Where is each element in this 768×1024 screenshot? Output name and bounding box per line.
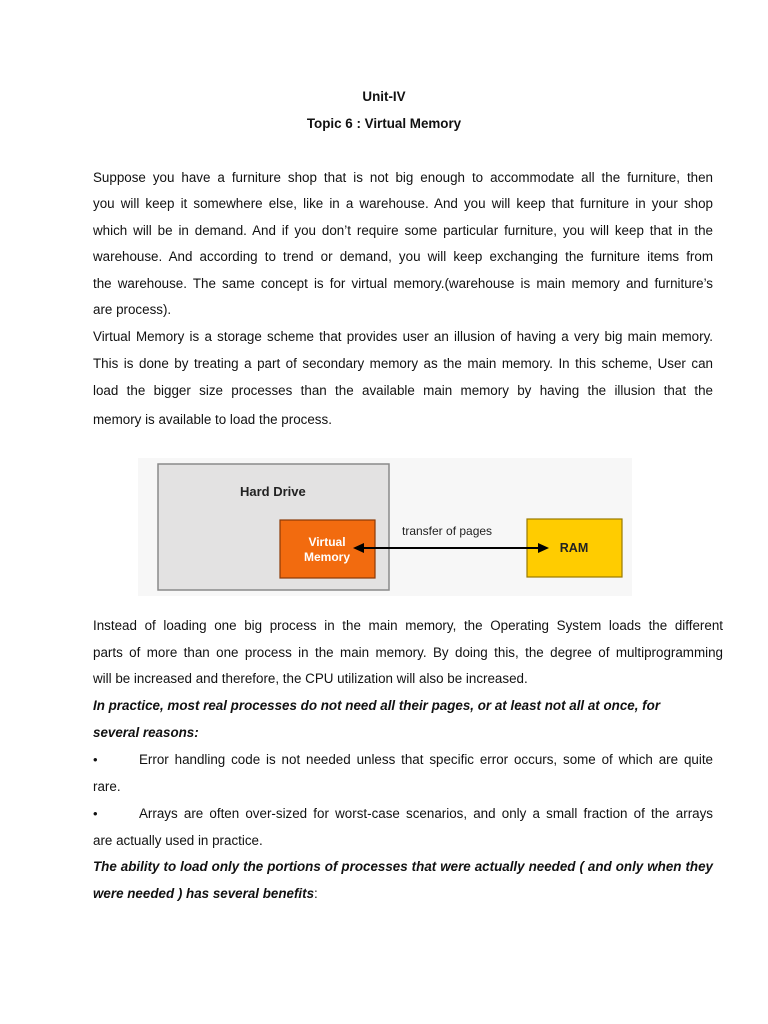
virtual-memory-label-line2: Memory bbox=[303, 550, 351, 564]
definition-line: This is done by treating a part of secondary memory as the main memory. In this scheme, User can bbox=[93, 356, 713, 371]
ability-suffix: : bbox=[314, 886, 318, 901]
topic-heading: Topic 6 : Virtual Memory bbox=[306, 116, 462, 131]
transfer-label: transfer of pages bbox=[402, 524, 493, 538]
bullet-text: Arrays are often over-sized for worst-case scenarios, and only a small fraction of the arrays bbox=[139, 806, 713, 821]
ability-line: were needed ) has several benefits bbox=[93, 886, 315, 901]
intro-line: you will keep it somewhere else, like in a warehouse. And you will keep that furniture in your shop bbox=[93, 196, 713, 211]
instead-line: will be increased and therefore, the CPU utilization will also be increased. bbox=[93, 671, 528, 686]
bullet-text: Error handling code is not needed unless that specific error occurs, some of which are quite bbox=[139, 752, 713, 767]
intro-line: are process). bbox=[93, 302, 172, 317]
ability-line-wrapper bbox=[93, 886, 318, 902]
intro-line: warehouse. And according to trend or demand, you will keep exchanging the furniture items from bbox=[93, 249, 713, 264]
ram-label: RAM bbox=[559, 541, 589, 555]
instead-line: Instead of loading one big process in the main memory, the Operating System loads the different bbox=[93, 618, 723, 633]
hard-drive-label: Hard Drive bbox=[240, 484, 306, 499]
definition-line: memory is available to load the process. bbox=[93, 412, 332, 427]
virtual-memory-diagram bbox=[138, 458, 632, 596]
definition-line: Virtual Memory is a storage scheme that provides user an illusion of having a very big main memory. bbox=[93, 329, 713, 344]
bullet-text-continued: rare. bbox=[93, 779, 121, 794]
bullet-text-continued: are actually used in practice. bbox=[93, 833, 263, 848]
bullet-symbol: • bbox=[93, 752, 98, 767]
virtual-memory-label-line1: Virtual bbox=[308, 535, 346, 549]
intro-line: the warehouse. The same concept is for virtual memory.(warehouse is main memory and furniture’s bbox=[93, 276, 713, 291]
definition-line: load the bigger size processes than the available main memory by having the illusion that the bbox=[93, 383, 713, 398]
bullet-symbol: • bbox=[93, 806, 98, 821]
practice-line: In practice, most real processes do not need all their pages, or at least not all at once, for bbox=[93, 698, 661, 713]
practice-line: several reasons: bbox=[93, 725, 199, 740]
unit-heading: Unit-IV bbox=[362, 89, 406, 104]
ability-line: The ability to load only the portions of processes that were actually needed ( and only when they bbox=[93, 859, 713, 874]
instead-line: parts of more than one process in the main memory. By doing this, the degree of multiprogramming bbox=[93, 645, 723, 660]
intro-line: which will be in demand. And if you don’t require some particular furniture, you will keep that in the bbox=[93, 223, 713, 238]
intro-line: Suppose you have a furniture shop that is not big enough to accommodate all the furniture, then bbox=[93, 170, 713, 185]
